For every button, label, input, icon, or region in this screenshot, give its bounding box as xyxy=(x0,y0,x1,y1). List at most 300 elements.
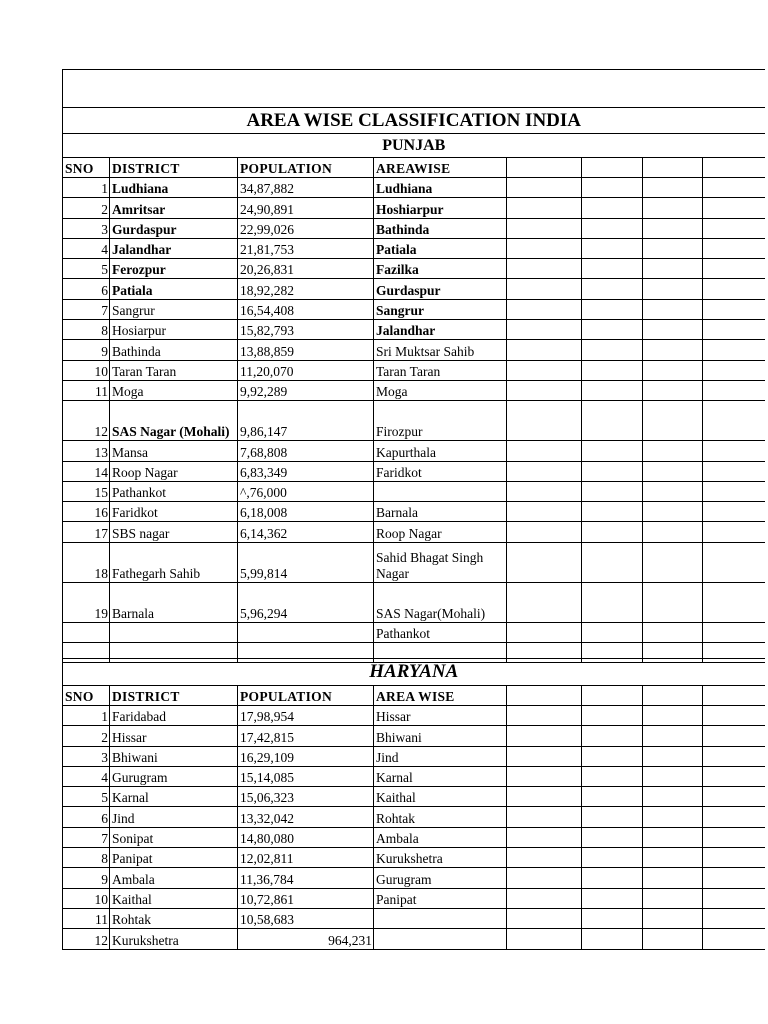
cell-sno: 6 xyxy=(63,279,110,299)
cell-sno: 10 xyxy=(63,888,110,908)
empty-cell xyxy=(582,259,643,279)
cell-population: 9,86,147 xyxy=(238,401,374,441)
empty-cell xyxy=(703,622,765,642)
empty-cell xyxy=(507,198,582,218)
cell-sno: 11 xyxy=(63,380,110,400)
empty-cell xyxy=(703,827,765,847)
empty-cell xyxy=(703,766,765,786)
table-row xyxy=(63,299,765,319)
empty-cell xyxy=(582,401,643,441)
cell-population: 34,87,882 xyxy=(238,178,374,198)
cell-population: 5,96,294 xyxy=(238,582,374,622)
table-row xyxy=(63,218,765,238)
empty-cell xyxy=(582,807,643,827)
table-row xyxy=(63,726,765,746)
col-header-areawise: AREA WISE xyxy=(374,686,507,706)
empty-cell xyxy=(703,868,765,888)
empty-cell xyxy=(507,706,582,726)
cell-population: 21,81,753 xyxy=(238,238,374,258)
cell-population: 10,72,861 xyxy=(238,888,374,908)
table-row xyxy=(63,848,765,868)
col-header-population: POPULATION xyxy=(238,686,374,706)
empty-cell xyxy=(643,848,703,868)
empty-cell xyxy=(643,746,703,766)
cell-district: Gurugram xyxy=(110,766,238,786)
empty-cell xyxy=(582,726,643,746)
cell-sno: 5 xyxy=(63,787,110,807)
cell-population: 11,20,070 xyxy=(238,360,374,380)
table-row xyxy=(63,259,765,279)
empty-cell xyxy=(703,481,765,501)
cell-area: Ambala xyxy=(374,827,507,847)
empty-cell xyxy=(643,522,703,542)
punjab-table xyxy=(62,69,765,663)
cell-area: Sangrur xyxy=(374,299,507,319)
cell-district: Ferozpur xyxy=(110,259,238,279)
empty-cell xyxy=(582,502,643,522)
cell-sno: 3 xyxy=(63,746,110,766)
table-row xyxy=(63,340,765,360)
cell-population: 6,14,362 xyxy=(238,522,374,542)
cell-sno: 2 xyxy=(63,198,110,218)
empty-cell xyxy=(643,481,703,501)
empty-cell xyxy=(582,908,643,928)
empty-cell xyxy=(703,259,765,279)
empty-cell xyxy=(643,787,703,807)
punjab-title: PUNJAB xyxy=(63,134,765,158)
table-row xyxy=(63,178,765,198)
cell-area: Rohtak xyxy=(374,807,507,827)
table-row xyxy=(63,441,765,461)
cell-sno: 4 xyxy=(63,238,110,258)
empty-cell xyxy=(703,320,765,340)
empty-cell xyxy=(703,178,765,198)
empty-cell xyxy=(703,238,765,258)
empty-cell xyxy=(703,848,765,868)
col-header-sno: SNO xyxy=(63,686,110,706)
cell-area: Pathankot xyxy=(374,622,507,642)
empty-cell xyxy=(703,908,765,928)
cell-population: 9,92,289 xyxy=(238,380,374,400)
haryana-sheet xyxy=(62,658,704,950)
empty-cell xyxy=(507,481,582,501)
empty-cell xyxy=(643,726,703,746)
empty-cell xyxy=(643,279,703,299)
cell-population: 6,18,008 xyxy=(238,502,374,522)
cell-sno: 16 xyxy=(63,502,110,522)
empty-cell xyxy=(643,380,703,400)
empty-cell xyxy=(507,908,582,928)
empty-cell xyxy=(703,198,765,218)
cell-area: Gurdaspur xyxy=(374,279,507,299)
cell-district: Rohtak xyxy=(110,908,238,928)
table-row xyxy=(63,198,765,218)
cell-sno: 3 xyxy=(63,218,110,238)
cell-area: Taran Taran xyxy=(374,360,507,380)
empty-cell xyxy=(703,218,765,238)
cell-district: Kaithal xyxy=(110,888,238,908)
cell-area: Bathinda xyxy=(374,218,507,238)
cell-area: Kaithal xyxy=(374,787,507,807)
cell-district: Kurukshetra xyxy=(110,929,238,949)
cell-sno: 1 xyxy=(63,706,110,726)
empty-cell xyxy=(643,238,703,258)
empty-cell xyxy=(582,461,643,481)
empty-cell xyxy=(643,502,703,522)
empty-cell xyxy=(643,908,703,928)
cell-area: Ludhiana xyxy=(374,178,507,198)
empty-cell xyxy=(507,259,582,279)
empty-cell xyxy=(507,888,582,908)
empty-cell xyxy=(703,299,765,319)
empty-cell xyxy=(643,542,703,582)
table-row xyxy=(63,929,765,949)
cell-district: Bhiwani xyxy=(110,746,238,766)
empty-cell xyxy=(643,827,703,847)
cell-district: Faridabad xyxy=(110,706,238,726)
empty-cell xyxy=(507,441,582,461)
empty-cell xyxy=(703,461,765,481)
table-row xyxy=(63,787,765,807)
cell-sno: 15 xyxy=(63,481,110,501)
empty-cell xyxy=(507,360,582,380)
empty-cell xyxy=(582,299,643,319)
empty-cell xyxy=(507,522,582,542)
cell-district: Jalandhar xyxy=(110,238,238,258)
table-row xyxy=(63,868,765,888)
cell-sno: 2 xyxy=(63,726,110,746)
cell-population: 6,83,349 xyxy=(238,461,374,481)
cell-population: 15,06,323 xyxy=(238,787,374,807)
cell-sno: 9 xyxy=(63,868,110,888)
col-header-areawise: AREAWISE xyxy=(374,158,507,178)
cell-population: 16,54,408 xyxy=(238,299,374,319)
cell-population: 14,80,080 xyxy=(238,827,374,847)
cell-district: Sangrur xyxy=(110,299,238,319)
cell-district: Mansa xyxy=(110,441,238,461)
empty-cell xyxy=(582,929,643,949)
empty-cell xyxy=(703,888,765,908)
col-header-sno: SNO xyxy=(63,158,110,178)
empty-cell xyxy=(582,582,643,622)
empty-cell xyxy=(507,807,582,827)
empty-cell xyxy=(582,441,643,461)
cell-population: 10,58,683 xyxy=(238,908,374,928)
cell-district: Jind xyxy=(110,807,238,827)
empty-cell xyxy=(582,178,643,198)
table-row xyxy=(63,908,765,928)
empty-cell xyxy=(582,542,643,582)
table-row xyxy=(63,481,765,501)
page-title: AREA WISE CLASSIFICATION INDIA xyxy=(63,108,765,134)
empty-cell xyxy=(703,706,765,726)
empty-cell xyxy=(643,582,703,622)
cell-population: 964,231 xyxy=(238,929,374,949)
col-header-district: DISTRICT xyxy=(110,158,238,178)
cell-district: Moga xyxy=(110,380,238,400)
empty-cell xyxy=(507,868,582,888)
cell-district: Fathegarh Sahib xyxy=(110,542,238,582)
empty-cell xyxy=(507,542,582,582)
empty-cell xyxy=(703,401,765,441)
cell-sno: 17 xyxy=(63,522,110,542)
cell-population: ^,76,000 xyxy=(238,481,374,501)
cell-population: 18,92,282 xyxy=(238,279,374,299)
cell-sno: 13 xyxy=(63,441,110,461)
empty-cell xyxy=(703,787,765,807)
empty-cell xyxy=(703,807,765,827)
empty-cell xyxy=(703,441,765,461)
empty-cell xyxy=(507,279,582,299)
cell-sno: 8 xyxy=(63,320,110,340)
cell-population: 22,99,026 xyxy=(238,218,374,238)
cell-sno: 14 xyxy=(63,461,110,481)
table-row xyxy=(63,279,765,299)
col-header-district: DISTRICT xyxy=(110,686,238,706)
empty-cell xyxy=(507,178,582,198)
empty-cell xyxy=(643,929,703,949)
empty-cell xyxy=(643,766,703,786)
table-row xyxy=(63,807,765,827)
table-row xyxy=(63,522,765,542)
cell-area: Sahid Bhagat Singh Nagar xyxy=(374,542,507,582)
cell-district: Pathankot xyxy=(110,481,238,501)
cell-district: SBS nagar xyxy=(110,522,238,542)
empty-cell xyxy=(582,279,643,299)
cell-district: Faridkot xyxy=(110,502,238,522)
empty-cell xyxy=(703,380,765,400)
cell-district xyxy=(110,622,238,642)
empty-cell xyxy=(643,198,703,218)
empty-cell xyxy=(643,259,703,279)
col-header-population: POPULATION xyxy=(238,158,374,178)
empty-cell xyxy=(582,340,643,360)
cell-population: 17,42,815 xyxy=(238,726,374,746)
empty-cell xyxy=(507,238,582,258)
cell-sno: 11 xyxy=(63,908,110,928)
empty-cell xyxy=(507,827,582,847)
cell-area: Fazilka xyxy=(374,259,507,279)
empty-cell xyxy=(643,340,703,360)
empty-cell xyxy=(643,299,703,319)
cell-area: Hissar xyxy=(374,706,507,726)
empty-cell xyxy=(643,888,703,908)
cell-area: Panipat xyxy=(374,888,507,908)
empty-cell xyxy=(582,238,643,258)
empty-cell xyxy=(582,481,643,501)
cell-population: 13,88,859 xyxy=(238,340,374,360)
cell-population: 5,99,814 xyxy=(238,542,374,582)
table-row xyxy=(63,827,765,847)
cell-sno: 5 xyxy=(63,259,110,279)
cell-district: Sonipat xyxy=(110,827,238,847)
cell-area: Gurugram xyxy=(374,868,507,888)
empty-cell xyxy=(507,622,582,642)
empty-cell xyxy=(582,380,643,400)
cell-area: Karnal xyxy=(374,766,507,786)
empty-cell xyxy=(643,461,703,481)
cell-district: Amritsar xyxy=(110,198,238,218)
empty-cell xyxy=(582,198,643,218)
empty-cell xyxy=(507,401,582,441)
cell-area xyxy=(374,481,507,501)
cell-district: Karnal xyxy=(110,787,238,807)
cell-area: Sri Muktsar Sahib xyxy=(374,340,507,360)
cell-district: Gurdaspur xyxy=(110,218,238,238)
cell-sno: 9 xyxy=(63,340,110,360)
empty-cell xyxy=(582,787,643,807)
cell-sno: 6 xyxy=(63,807,110,827)
cell-population xyxy=(238,622,374,642)
empty-cell xyxy=(582,766,643,786)
empty-cell xyxy=(507,848,582,868)
empty-cell xyxy=(507,726,582,746)
haryana-table xyxy=(62,658,765,950)
cell-district: Ambala xyxy=(110,868,238,888)
cell-area: Firozpur xyxy=(374,401,507,441)
table-row xyxy=(63,461,765,481)
empty-cell xyxy=(582,218,643,238)
empty-cell xyxy=(703,522,765,542)
cell-population: 11,36,784 xyxy=(238,868,374,888)
punjab-sheet xyxy=(62,69,704,663)
empty-cell xyxy=(507,340,582,360)
empty-cell xyxy=(507,929,582,949)
empty-cell xyxy=(582,706,643,726)
cell-district: Patiala xyxy=(110,279,238,299)
cell-sno: 1 xyxy=(63,178,110,198)
cell-sno: 7 xyxy=(63,299,110,319)
empty-cell xyxy=(507,787,582,807)
cell-area: Moga xyxy=(374,380,507,400)
table-row xyxy=(63,888,765,908)
table-row xyxy=(63,502,765,522)
empty-cell xyxy=(703,279,765,299)
empty-cell xyxy=(643,868,703,888)
empty-cell xyxy=(703,340,765,360)
table-row xyxy=(63,401,765,441)
empty-cell xyxy=(643,807,703,827)
empty-cell xyxy=(703,360,765,380)
empty-cell xyxy=(643,441,703,461)
cell-district: Ludhiana xyxy=(110,178,238,198)
table-row xyxy=(63,542,765,582)
empty-cell xyxy=(703,542,765,582)
table-row xyxy=(63,360,765,380)
cell-area: Kurukshetra xyxy=(374,848,507,868)
cell-sno: 8 xyxy=(63,848,110,868)
empty-cell xyxy=(643,622,703,642)
table-row xyxy=(63,766,765,786)
empty-cell xyxy=(507,218,582,238)
empty-cell xyxy=(507,746,582,766)
cell-area: Hoshiarpur xyxy=(374,198,507,218)
cell-area: Kapurthala xyxy=(374,441,507,461)
empty-cell xyxy=(703,929,765,949)
table-row xyxy=(63,238,765,258)
empty-cell xyxy=(643,218,703,238)
empty-cell xyxy=(582,868,643,888)
empty-cell xyxy=(507,320,582,340)
empty-cell xyxy=(703,582,765,622)
empty-cell xyxy=(507,380,582,400)
table-row xyxy=(63,380,765,400)
cell-area: Roop Nagar xyxy=(374,522,507,542)
cell-population: 7,68,808 xyxy=(238,441,374,461)
empty-cell xyxy=(703,726,765,746)
cell-area: Jind xyxy=(374,746,507,766)
table-row xyxy=(63,320,765,340)
cell-sno: 12 xyxy=(63,401,110,441)
empty-cell xyxy=(507,502,582,522)
cell-population: 20,26,831 xyxy=(238,259,374,279)
empty-cell xyxy=(507,766,582,786)
cell-sno: 7 xyxy=(63,827,110,847)
cell-sno: 12 xyxy=(63,929,110,949)
empty-cell xyxy=(582,320,643,340)
cell-district: Barnala xyxy=(110,582,238,622)
cell-population: 12,02,811 xyxy=(238,848,374,868)
cell-area: SAS Nagar(Mohali) xyxy=(374,582,507,622)
empty-cell xyxy=(643,706,703,726)
cell-area xyxy=(374,929,507,949)
cell-sno: 10 xyxy=(63,360,110,380)
cell-district: SAS Nagar (Mohali) xyxy=(110,401,238,441)
cell-area: Jalandhar xyxy=(374,320,507,340)
haryana-title: HARYANA xyxy=(63,659,765,686)
empty-cell xyxy=(582,360,643,380)
cell-district: Hissar xyxy=(110,726,238,746)
cell-sno: 18 xyxy=(63,542,110,582)
cell-district: Bathinda xyxy=(110,340,238,360)
cell-area: Barnala xyxy=(374,502,507,522)
empty-cell xyxy=(507,299,582,319)
table-row xyxy=(63,706,765,726)
table-row xyxy=(63,582,765,622)
cell-district: Panipat xyxy=(110,848,238,868)
cell-sno xyxy=(63,622,110,642)
cell-district: Hosiarpur xyxy=(110,320,238,340)
empty-cell xyxy=(643,320,703,340)
table-row xyxy=(63,746,765,766)
empty-cell xyxy=(507,461,582,481)
empty-cell xyxy=(582,888,643,908)
cell-sno: 19 xyxy=(63,582,110,622)
cell-district: Roop Nagar xyxy=(110,461,238,481)
cell-population: 17,98,954 xyxy=(238,706,374,726)
empty-cell xyxy=(643,360,703,380)
empty-cell xyxy=(582,848,643,868)
cell-population: 24,90,891 xyxy=(238,198,374,218)
cell-population: 13,32,042 xyxy=(238,807,374,827)
cell-area: Bhiwani xyxy=(374,726,507,746)
empty-cell xyxy=(643,178,703,198)
cell-area xyxy=(374,908,507,928)
empty-cell xyxy=(582,622,643,642)
cell-district: Taran Taran xyxy=(110,360,238,380)
cell-population: 15,82,793 xyxy=(238,320,374,340)
empty-cell xyxy=(643,401,703,441)
empty-cell xyxy=(507,582,582,622)
empty-cell xyxy=(703,746,765,766)
cell-population: 15,14,085 xyxy=(238,766,374,786)
empty-cell xyxy=(582,746,643,766)
blank-banner xyxy=(63,70,765,108)
cell-area: Patiala xyxy=(374,238,507,258)
empty-cell xyxy=(582,827,643,847)
table-row xyxy=(63,622,765,642)
cell-population: 16,29,109 xyxy=(238,746,374,766)
